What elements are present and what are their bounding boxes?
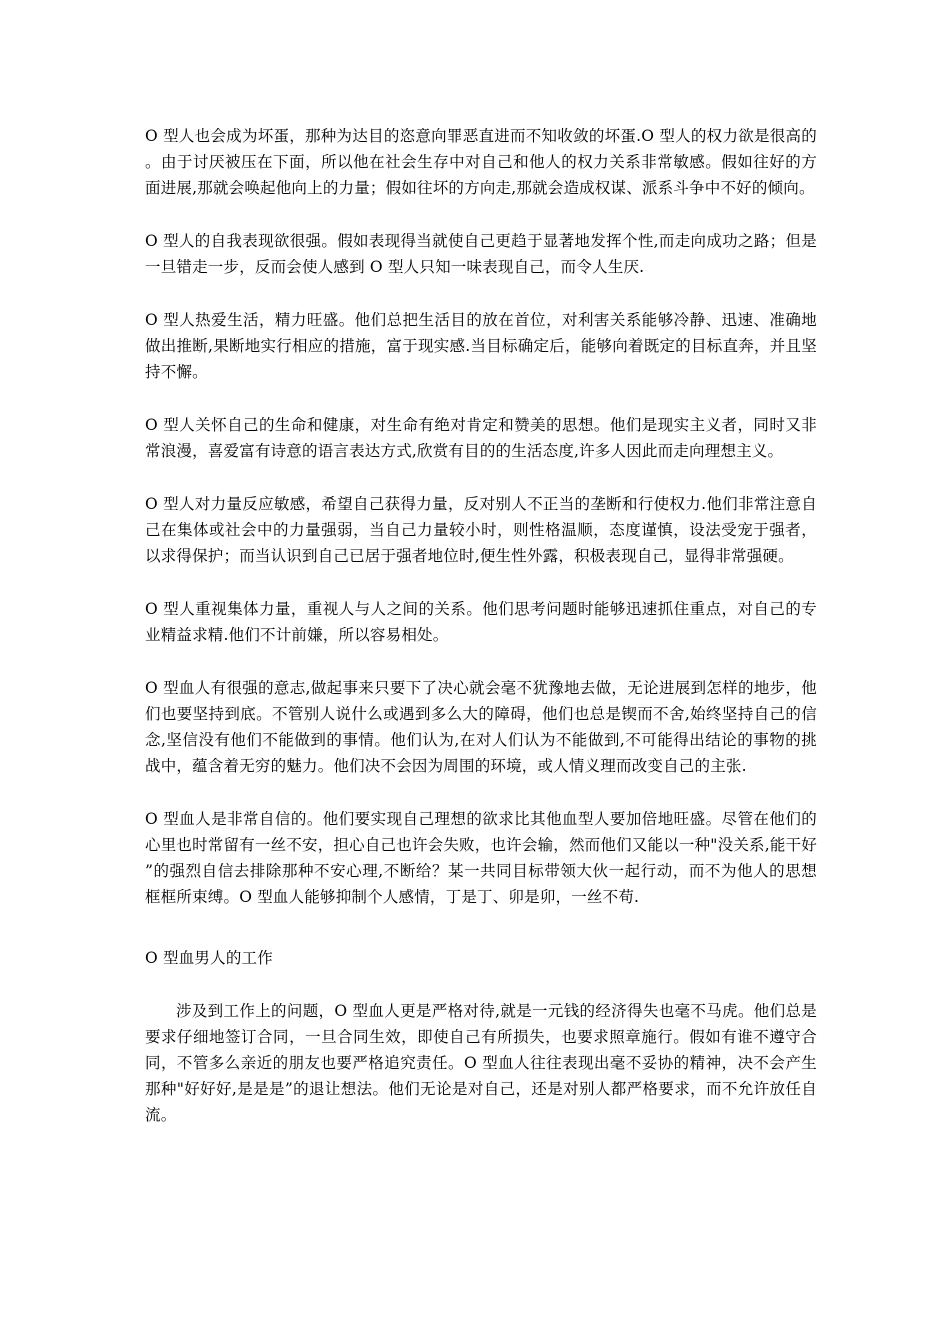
paragraph-3: O 型人热爱生活，精力旺盛。他们总把生活目的放在首位，对利害关系能够冷静、迅速、准确地做出推断,果断地实行相应的措施，富于现实感.当目标确定后，能够向着既定的目标直奔，并且坚持不懈。 — [145, 311, 817, 381]
paragraph-7: O 型血人有很强的意志,做起事来只要下了决心就会毫不犹豫地去做，无论进展到怎样的地步，他们也要坚持到底。不管别人说什么或遇到多么大的障碍，他们也总是锲而不舍,始终坚持自己的信念,坚信没有他们不能做到的事情。他们认为,在对人们认为不能做到,不可能得出结论的事物的挑战中，蕴含着无穷的魅力。他们决不会因为周围的环境，或人情义理而改变自己的主张. — [145, 679, 817, 775]
paragraph-5: O 型人对力量反应敏感，希望自己获得力量，反对别人不正当的垄断和行使权力.他们非常注意自己在集体或社会中的力量强弱，当自己力量较小时，则性格温顺，态度谨慎，设法受宠于强者，以求得保护；而当认识到自己已居于强者地位时,便生性外露，积极表现自己，显得非常强硬。 — [145, 495, 817, 565]
paragraph-4: O 型人关怀自己的生命和健康，对生命有绝对肯定和赞美的思想。他们是现实主义者，同时又非常浪漫，喜爱富有诗意的语言表达方式,欣赏有目的的生活态度,许多人因此而走向理想主义。 — [145, 416, 817, 460]
paragraph-8: O 型血人是非常自信的。他们要实现自己理想的欲求比其他血型人要加倍地旺盛。尽管在他们的心里也时常留有一丝不安，担心自己也许会失败，也许会输，然而他们又能以一种"没关系,能干好”的强烈自信去排除那种不安心理,不断给？某一共同目标带领大伙一起行动，而不为他人的思想框框所束缚。O 型血人能够抑制个人感情，丁是丁、卯是卯，一丝不苟. — [145, 810, 817, 906]
section-body: 涉及到工作上的问题，O 型血人更是严格对待,就是一元钱的经济得失也毫不马虎。他们总是要求仔细地签订合同，一旦合同生效，即使自己有所损失，也要求照章施行。假如有谁不遵守合同，不管多么亲近的朋友也要严格追究责任。O 型血人往往表现出毫不妥协的精神，决不会产生那种"好好好,是是是”的退让想法。他们无论是对自己，还是对别人都严格要求，而不允许放任自流。 — [145, 1002, 817, 1124]
section-heading: O 型血男人的工作 — [145, 949, 273, 967]
paragraph-1: O 型人也会成为坏蛋，那种为达目的恣意向罪恶直进而不知收敛的坏蛋.O 型人的权力欲是很高的。由于讨厌被压在下面，所以他在社会生存中对自己和他人的权力关系非常敏感。假如往好的方面进展,那就会唤起他向上的力量；假如往坏的方向走,那就会造成权谋、派系斗争中不好的倾向。 — [145, 127, 817, 197]
paragraph-6: O 型人重视集体力量，重视人与人之间的关系。他们思考问题时能够迅速抓住重点，对自己的专业精益求精.他们不计前嫌，所以容易相处。 — [145, 600, 817, 644]
paragraph-2: O 型人的自我表现欲很强。假如表现得当就使自己更趋于显著地发挥个性,而走向成功之路；但是一旦错走一步，反而会使人感到 O 型人只知一味表现自己，而令人生厌. — [145, 232, 817, 276]
document-page — [145, 123, 817, 1155]
